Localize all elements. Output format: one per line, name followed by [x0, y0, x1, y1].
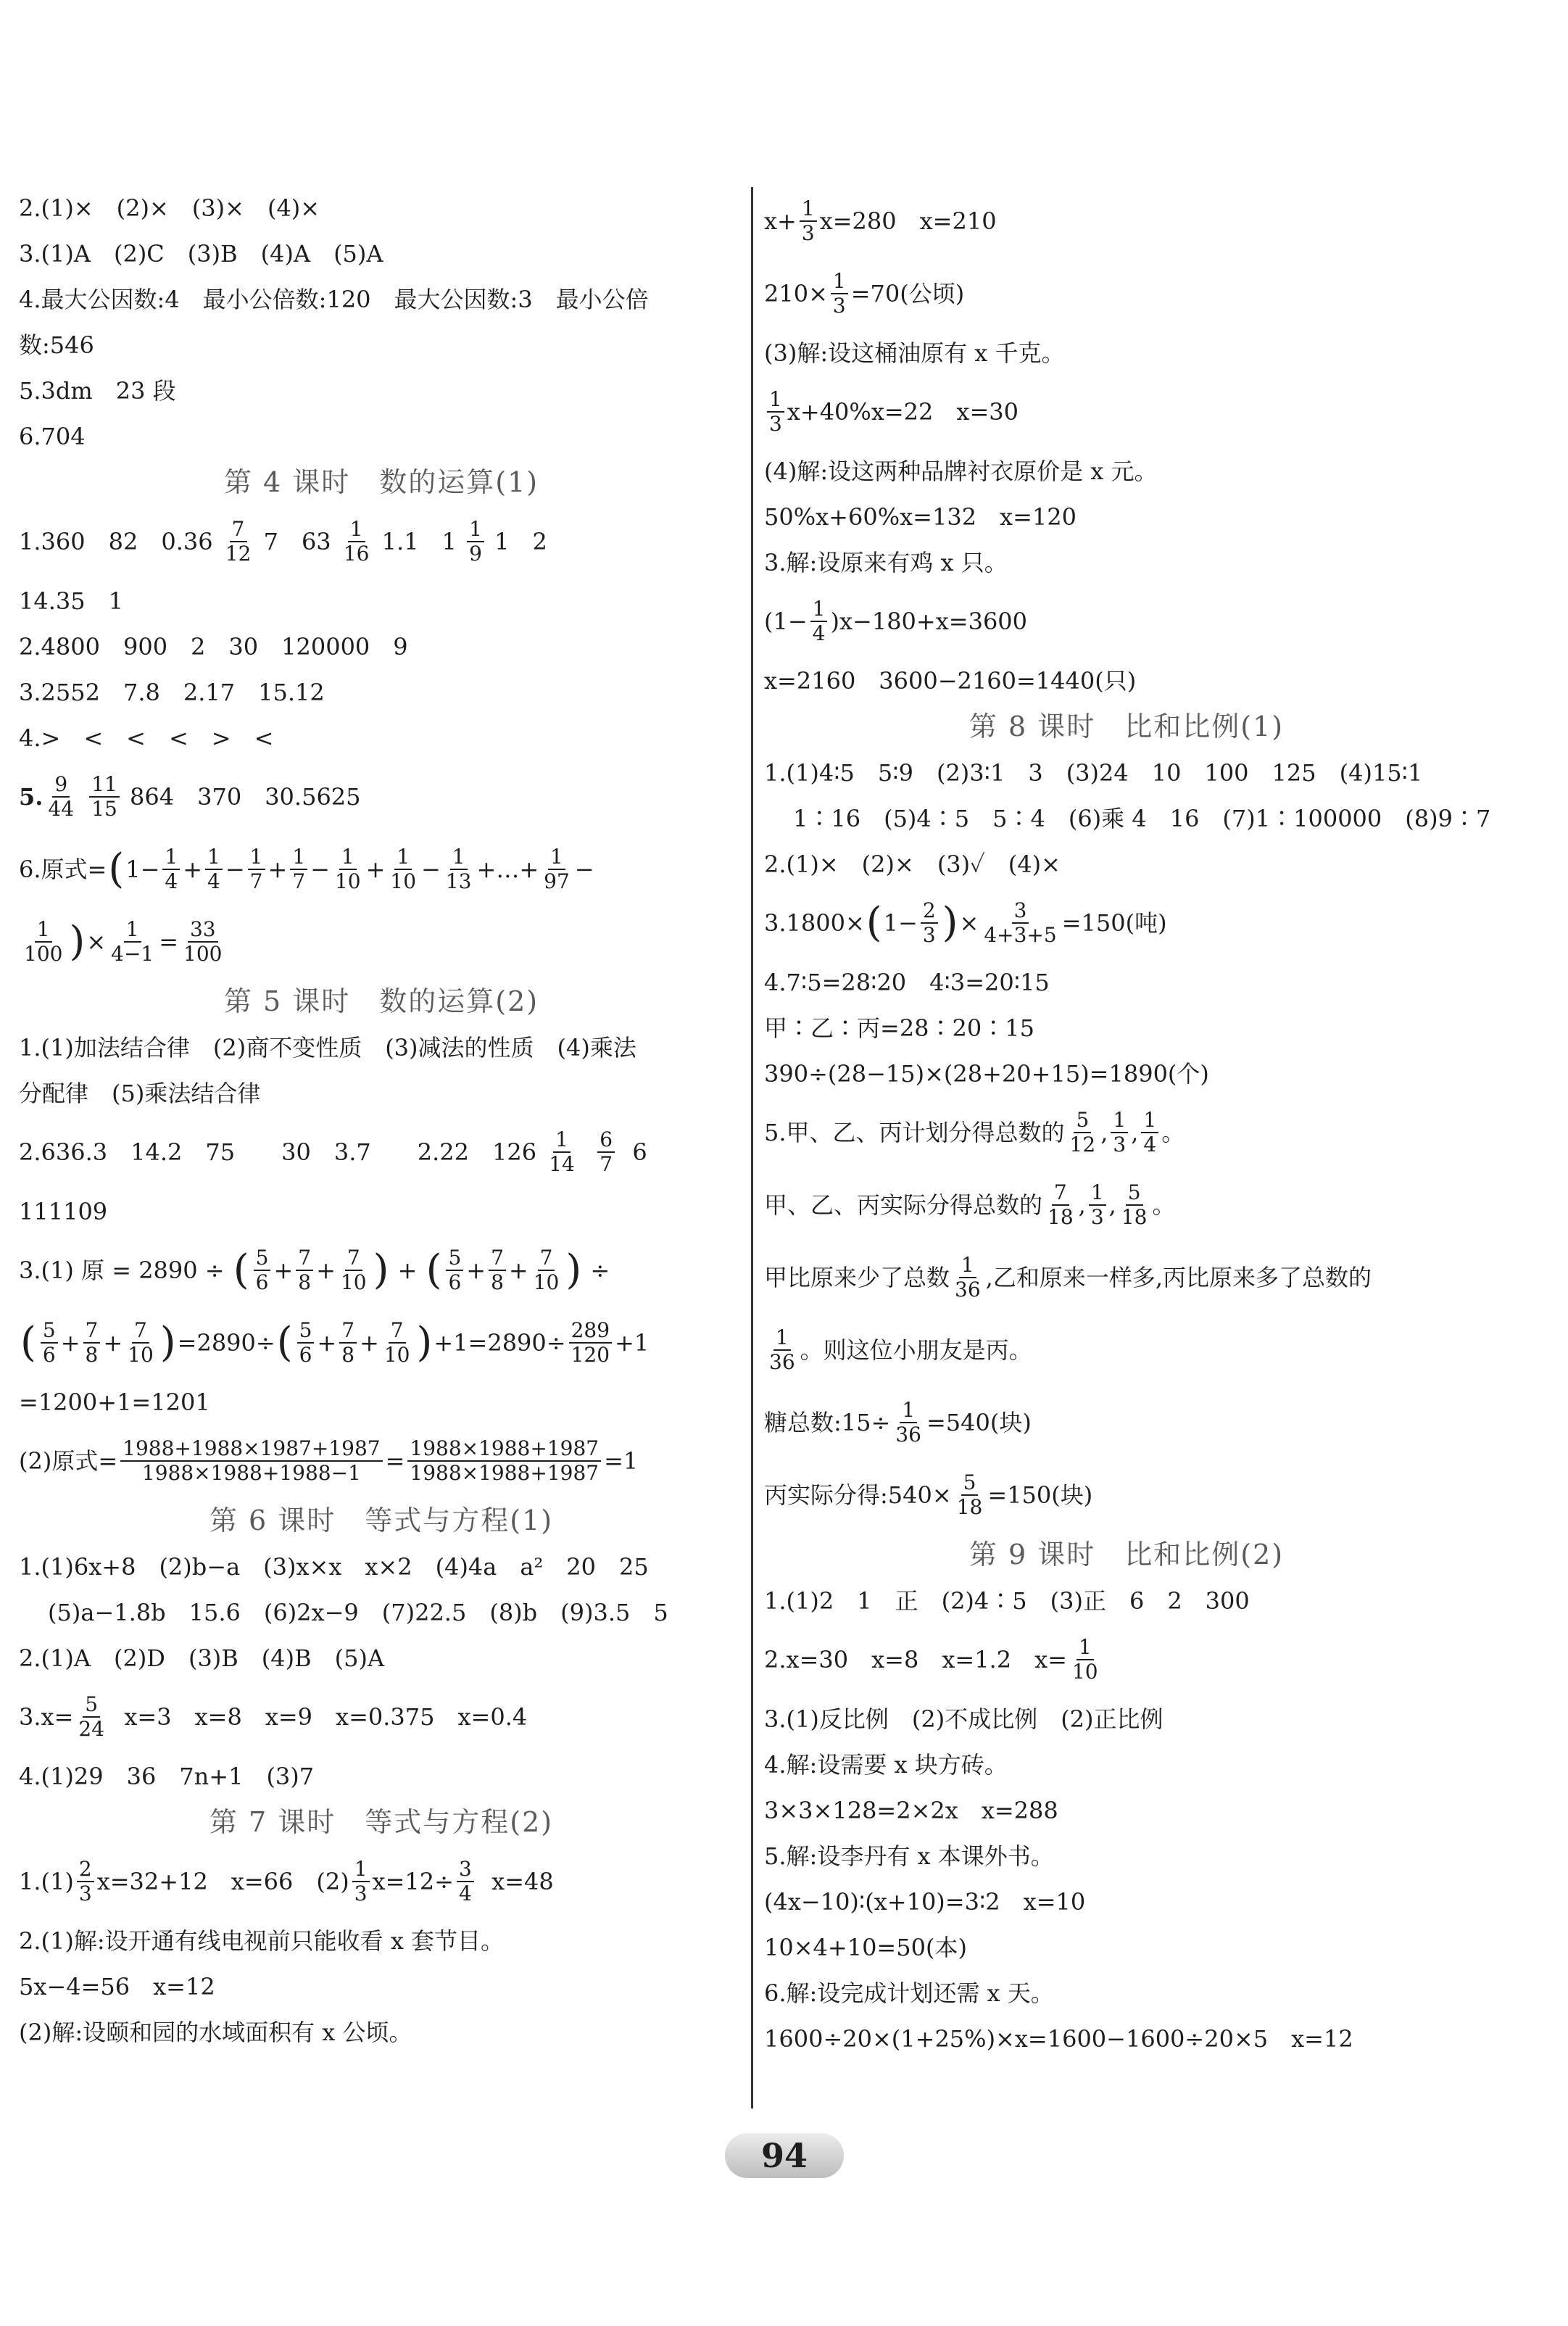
fraction: $\frac{7}{8}$ — [489, 1246, 506, 1294]
fraction: $\frac{33}{100}$ — [183, 917, 223, 966]
fraction: $\frac{1}{13}$ — [445, 845, 472, 893]
fraction: $\frac{1}{4-1}$ — [111, 917, 154, 966]
answer-line: 2.(1)A (2)D (3)B (4)B (5)A — [19, 1644, 385, 1672]
answer-line: 甲比原来少了总数 $\frac{1}{36}$ ,乙和原来一样多,丙比原来多了总数的 — [764, 1253, 1372, 1301]
answer-line: 5.3dm 23 段 — [19, 376, 176, 405]
fraction: $\frac{1}{14}$ — [549, 1127, 575, 1176]
answer-line: (4)解:设这两种品牌衬衣原价是 x 元。 — [764, 457, 1158, 485]
fraction: $\frac{1}{3}$ — [831, 270, 848, 318]
fraction: $\frac{3}{4}$ — [457, 1858, 474, 1905]
answer-line: (2)原式= $\frac{1988+1988\times 1987+1987}{1988\times 1988+1988-1}$ = $\frac{1988\times 1988+1987}{1988\times 1988+1987}$ =1 — [19, 1436, 639, 1485]
fraction: $\frac{1}{36}$ — [895, 1398, 921, 1446]
answer-line: (2)解:设颐和园的水域面积有 x 公顷。 — [19, 2018, 412, 2046]
fraction: $\frac{7}{10}$ — [533, 1246, 560, 1294]
fraction: $\frac{5}{12}$ — [1069, 1108, 1096, 1156]
answer-line: 3.1800× ( 1− $\frac{2}{3}$ ) × $\frac{3}{4+3+5}$ =150(吨) — [764, 898, 1167, 947]
page-number-badge — [725, 2133, 844, 2178]
fraction: $\frac{7}{12}$ — [225, 517, 252, 566]
answer-line: 5. $\frac{9}{44}$ $\frac{11}{15}$ 864 370 30.5625 — [19, 772, 361, 821]
fraction: $\frac{1}{10}$ — [1071, 1635, 1098, 1684]
fraction: $\frac{1}{97}$ — [544, 845, 570, 893]
fraction: $\frac{5}{6}$ — [41, 1319, 58, 1367]
fraction: $\frac{1}{4}$ — [205, 845, 223, 893]
right-column — [764, 185, 1489, 2061]
fraction: $\frac{1}{7}$ — [248, 845, 265, 893]
fraction: $\frac{1}{4}$ — [1141, 1109, 1158, 1156]
fraction: $\frac{1}{16}$ — [343, 517, 370, 566]
answer-line: ( $\frac{5}{6}$ + $\frac{7}{8}$ + $\frac{7}{10}$ ) =2890÷ ( $\frac{5}{6}$ + $\frac{7}{8}$ + $\frac{7}{10}$ ) +1=2890÷ $\frac{289}{120}$ +1 — [20, 1318, 650, 1367]
answer-line: 6.解:设完成计划还需 x 天。 — [764, 1979, 1054, 2007]
answer-line: 2.(1)× (2)× (3)× (4)× — [19, 194, 320, 222]
answer-line: 甲、乙、丙实际分得总数的 $\frac{7}{18}$ , $\frac{1}{3}$ , $\frac{5}{18}$ 。 — [764, 1180, 1176, 1229]
page-number: 94 — [760, 2136, 808, 2175]
answer-line: (4x−10)∶(x+10)=3∶2 x=10 — [764, 1887, 1086, 1916]
answer-line: 4.(1)29 36 7n+1 (3)7 — [19, 1762, 315, 1790]
fraction: $\frac{7}{8}$ — [296, 1246, 313, 1294]
answer-line: 1600÷20×(1+25%)×x=1600−1600÷20×5 x=12 — [764, 2024, 1353, 2053]
fraction: $\frac{1}{3}$ — [800, 197, 817, 245]
left-column — [19, 185, 744, 2055]
fraction: $\frac{7}{10}$ — [128, 1318, 154, 1367]
answer-line: 2.(1)× (2)× (3)✓ (4)× — [764, 850, 1061, 878]
fraction: $\frac{1}{36}$ — [769, 1325, 795, 1374]
answer-line: 3.解:设原来有鸡 x 只。 — [764, 548, 1008, 576]
fraction: $\frac{7}{8}$ — [339, 1319, 357, 1367]
answer-line: 1.(1)加法结合律 (2)商不变性质 (3)减法的性质 (4)乘法 — [19, 1033, 636, 1061]
answer-line: 6.704 — [19, 422, 86, 450]
fraction: $\frac{1988+1988\times 1987+1987}{1988\times 1988+1988-1}$ — [120, 1437, 382, 1485]
fraction: $\frac{1}{100}$ — [24, 917, 63, 966]
answer-line: 1.(1)4∶5 5∶9 (2)3∶1 3 (3)24 10 100 125 (4)15∶1 — [764, 758, 1423, 787]
answer-line: 111109 — [19, 1197, 108, 1225]
fraction: $\frac{2}{3}$ — [921, 899, 938, 947]
answer-line: $\frac{1}{36}$ 。则这位小朋友是丙。 — [764, 1314, 1489, 1386]
fraction: $\frac{5}{18}$ — [956, 1470, 983, 1519]
fraction: $\frac{1988\times 1988+1987}{1988\times 1988+1987}$ — [407, 1437, 601, 1485]
answer-line: 390÷(28−15)×(28+20+15)=1890(个) — [764, 1059, 1209, 1088]
answer-line: (1− $\frac{1}{4}$ )x−180+x=3600 — [764, 597, 1028, 645]
column-divider — [751, 187, 753, 2108]
answer-line: x+ $\frac{1}{3}$ x=280 x=210 — [764, 196, 997, 245]
answer-line: 5.解:设李丹有 x 本课外书。 — [764, 1842, 1054, 1870]
answer-line: 5.甲、乙、丙计划分得总数的 $\frac{5}{12}$ , $\frac{1}{3}$ , $\frac{1}{4}$ 。 — [764, 1108, 1185, 1156]
answer-line: 分配律 (5)乘法结合律 — [19, 1079, 261, 1107]
answer-line: =1200+1=1201 — [19, 1388, 210, 1416]
answer-line: 10×4+10=50(本) — [764, 1933, 967, 1961]
fraction: $\frac{1}{10}$ — [390, 845, 417, 893]
answer-line: 3.(1)A (2)C (3)B (4)A (5)A — [19, 239, 383, 268]
fraction: $\frac{7}{8}$ — [83, 1319, 101, 1367]
fraction: $\frac{1}{7}$ — [290, 845, 307, 893]
fraction: $\frac{5}{18}$ — [1121, 1180, 1148, 1229]
answer-line: $\frac{1}{100}$ ) × $\frac{1}{4-1}$ = $\frac{33}{100}$ — [19, 906, 744, 978]
lesson-heading: 第 5 课时 数的运算(2) — [223, 985, 539, 1017]
answer-line: x=2160 3600−2160=1440(只) — [764, 666, 1137, 695]
fraction: $\frac{11}{15}$ — [89, 773, 120, 821]
answer-line: 2.4800 900 2 30 120000 9 — [19, 632, 408, 661]
answer-line: 6.原式= ( 1− $\frac{1}{4}$ + $\frac{1}{4}$ − $\frac{1}{7}$ + $\frac{1}{7}$ − $\frac{1}{10}$ + $\frac{1}{10}$ − $\frac{1}{13}$ +…+ $\frac{1}{97}$ − — [19, 845, 594, 893]
fraction: $\frac{1}{3}$ — [1089, 1181, 1106, 1229]
answer-line: 5x−4=56 x=12 — [19, 1972, 215, 2000]
fraction: $\frac{7}{10}$ — [383, 1318, 410, 1367]
answer-line: 3.(1)反比例 (2)不成比例 (2)正比例 — [764, 1705, 1163, 1733]
answer-line: 3.2552 7.8 2.17 15.12 — [19, 678, 325, 706]
answer-line: 2.(1)解:设开通有线电视前只能收看 x 套节目。 — [19, 1926, 505, 1955]
answer-line: 3.x= $\frac{5}{24}$ x=3 x=8 x=9 x=0.375 x=0.4 — [19, 1692, 528, 1741]
answer-line: 14.35 1 — [19, 587, 123, 615]
answer-line: 4.最大公因数:4 最小公倍数:120 最大公因数:3 最小公倍 — [19, 285, 649, 313]
fraction: $\frac{5}{6}$ — [297, 1319, 315, 1367]
lesson-heading: 第 9 课时 比和比例(2) — [968, 1539, 1285, 1570]
fraction: $\frac{1}{9}$ — [467, 518, 484, 566]
answer-line: 1.360 82 0.36 $\frac{7}{12}$ 7 63 $\frac{1}{16}$ 1.1 1 $\frac{1}{9}$ 1 2 — [19, 517, 547, 566]
fraction: $\frac{1}{3}$ — [767, 388, 784, 436]
fraction: $\frac{5}{24}$ — [78, 1692, 105, 1741]
fraction: $\frac{1}{3}$ — [1111, 1109, 1128, 1156]
answer-line: (5)a−1.8b 15.6 (6)2x−9 (7)22.5 (8)b (9)3.5 5 — [48, 1598, 668, 1626]
answer-line: 50%x+60%x=132 x=120 — [764, 502, 1077, 531]
fraction: $\frac{5}{6}$ — [254, 1246, 271, 1294]
answer-line: 1.(1)6x+8 (2)b−a (3)x×x x×2 (4)4a a² 20 25 — [19, 1552, 649, 1581]
answer-line: (3)解:设这桶油原有 x 千克。 — [764, 339, 1065, 367]
fraction: $\frac{1}{36}$ — [955, 1253, 981, 1301]
fraction: $\frac{289}{120}$ — [569, 1319, 612, 1367]
fraction: $\frac{1}{4}$ — [162, 845, 180, 893]
answer-line: 2.636.3 14.2 75 30 3.7 2.22 126 $\frac{1}{14}$ $\frac{6}{7}$ 6 — [19, 1127, 647, 1176]
answer-line: 1.(1)2 1 正 (2)4∶5 (3)正 6 2 300 — [764, 1586, 1250, 1615]
answer-line: 4.解:设需要 x 块方砖。 — [764, 1750, 1008, 1779]
fraction: $\frac{9}{44}$ — [48, 772, 75, 821]
answer-line: $\frac{1}{3}$ x+40%x=22 x=30 — [764, 376, 1489, 448]
answer-line: 3.(1) 原 = 2890 ÷ ( $\frac{5}{6}$ + $\frac{7}{8}$ + $\frac{7}{10}$ ) + ( $\frac{5}{6}$ + $\frac{7}{8}$ + $\frac{7}{10}$ ) ÷ — [19, 1246, 610, 1294]
answer-line: 2.x=30 x=8 x=1.2 x= $\frac{1}{10}$ — [764, 1623, 1489, 1696]
answer-line: 3×3×128=2×2x x=288 — [764, 1796, 1058, 1824]
answer-line: 数:546 — [19, 331, 94, 359]
fraction: $\frac{7}{18}$ — [1048, 1180, 1074, 1229]
fraction: $\frac{5}{6}$ — [446, 1246, 463, 1294]
fraction: $\frac{7}{10}$ — [340, 1246, 367, 1294]
lesson-heading: 第 6 课时 等式与方程(1) — [209, 1505, 554, 1536]
answer-line: 4.> < < < > < — [19, 724, 274, 752]
answer-line: 丙实际分得:540× $\frac{5}{18}$ =150(块) — [764, 1470, 1093, 1519]
answer-line: 甲∶乙∶丙=28∶20∶15 — [764, 1014, 1034, 1042]
fraction: $\frac{1}{10}$ — [334, 845, 361, 893]
lesson-heading: 第 4 课时 数的运算(1) — [223, 466, 539, 498]
fraction: $\frac{6}{7}$ — [597, 1128, 615, 1176]
answer-line: 1∶16 (5)4∶5 5∶4 (6)乘 4 16 (7)1∶100000 (8)9∶7 — [793, 804, 1491, 832]
fraction: $\frac{3}{4+3+5}$ — [984, 898, 1057, 947]
fraction: $\frac{1}{4}$ — [810, 597, 828, 645]
answer-line: 4.7∶5=28∶20 4∶3=20∶15 — [764, 968, 1050, 996]
lesson-heading: 第 7 课时 等式与方程(2) — [209, 1806, 554, 1838]
answer-line: 1.(1) $\frac{2}{3}$ x=32+12 x=66 (2) $\frac{1}{3}$ x=12÷ $\frac{3}{4}$ x=48 — [19, 1857, 554, 1905]
fraction: $\frac{1}{3}$ — [352, 1858, 370, 1905]
answer-line: 210× $\frac{1}{3}$ =70(公顷) — [764, 269, 965, 318]
fraction: $\frac{2}{3}$ — [77, 1858, 94, 1905]
answer-line: 糖总数:15÷ $\frac{1}{36}$ =540(块) — [764, 1398, 1032, 1446]
lesson-heading: 第 8 课时 比和比例(1) — [968, 711, 1285, 742]
